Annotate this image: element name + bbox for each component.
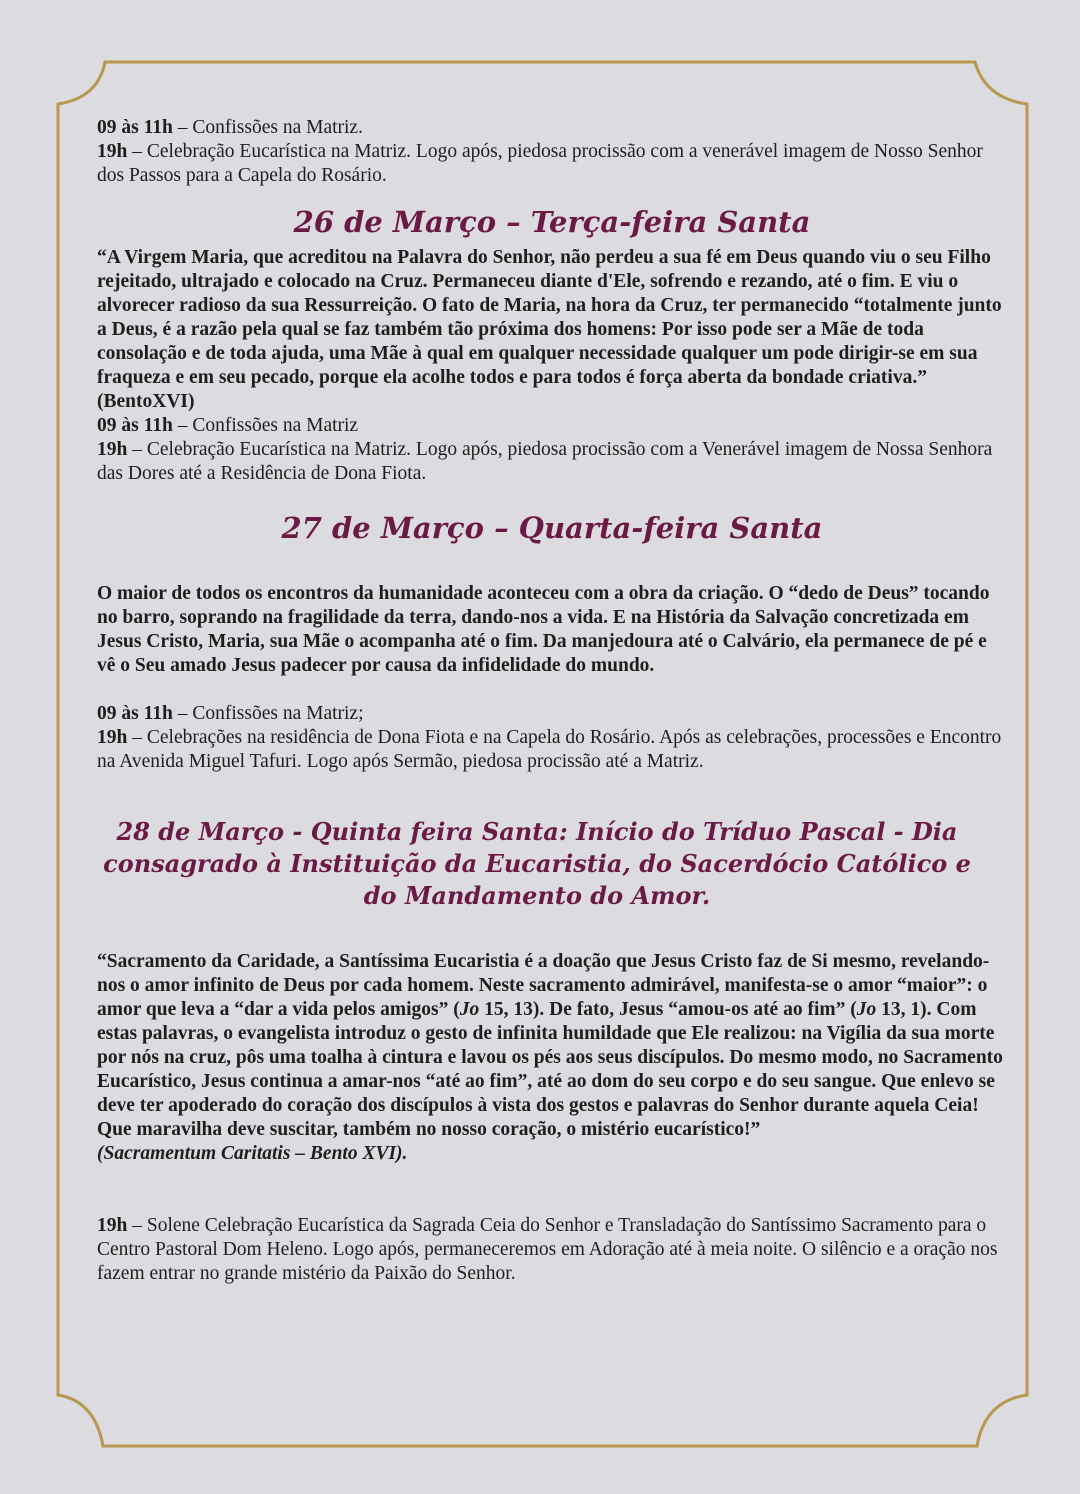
schedule-text: – Celebrações na residência de Dona Fiota e na Capela do Rosário. Após as celebrações, processões e Encontro na Avenida Miguel Tafuri. Logo após Sermão, piedosa procissão até a Matriz. [97, 727, 1002, 772]
schedule-text: – Solene Celebração Eucarística da Sagrada Ceia do Senhor e Transladação do Santíssimo Sacramento para o Centro Pastoral Dom Heleno. Logo após, permaneceremos em Adoração até à meia noite. O silêncio e a oração nos fazem entrar no grande mistério da Paixão do Senhor. [97, 1215, 998, 1284]
schedule-text: – Confissões na Matriz. [172, 117, 363, 138]
schedule-text: – Celebração Eucarística na Matriz. Logo após, piedosa procissão com a venerável imagem de Nosso Senhor dos Passos para a Capela do Rosário. [97, 141, 983, 186]
bible-ref: Jo [459, 999, 480, 1020]
quote-text: “Sacramento da Caridade, a Santíssima Eucaristia é a doação que Jesus Cristo faz de Si mesmo, revelando-nos o amor infinito de Deus por cada homem. Neste sacramento admirável, manifesta-se o amor “maior”: o amor que leva a “dar a vida pelos amigos” ( [97, 951, 990, 1020]
time-label: 19h [97, 727, 128, 748]
time-label: 09 às 11h [97, 703, 173, 724]
schedule-line [97, 414, 1007, 438]
schedule-line [97, 702, 1007, 726]
time-label: 19h [97, 141, 128, 162]
schedule-text: – Confissões na Matriz [172, 415, 359, 436]
schedule-text: – Confissões na Matriz; [172, 703, 364, 724]
section-heading-tuesday: 26 de Março – Terça-feira Santa [293, 205, 811, 239]
quote-paragraph [97, 950, 1007, 1166]
schedule-line [97, 1214, 1007, 1286]
time-label: 19h [97, 439, 128, 460]
schedule-text: – Celebração Eucarística na Matriz. Logo após, piedosa procissão com a Venerável imagem de Nossa Senhora das Dores até a Residência de Dona Fiota. [97, 439, 993, 484]
quote-paragraph: “A Virgem Maria, que acreditou na Palavra do Senhor, não perdeu a sua fé em Deus quando viu o seu Filho rejeitado, ultrajado e colocado na Cruz. Permaneceu diante d'Ele, sofrendo e rezando, até o fim. E viu o alvorecer radioso da sua Ressurreição. O fato de Maria, na hora da Cruz, ter permanecido “totalmente junto a Deus, é a razão pela qual se faz também tão próxima dos homens: Por isso pode ser a Mãe de toda consolação e de toda ajuda, uma Mãe à qual em qualquer necessidade qualquer um pode dirigir-se em sua fraqueza e em seu pecado, porque ela acolhe todos e para todos é força aberta da bondade criativa.” (BentoXVI) [97, 247, 1002, 412]
time-label: 19h [97, 1215, 128, 1236]
schedule-line [97, 116, 1007, 140]
bible-ref: Jo [856, 999, 877, 1020]
quote-text: 13, 1). Com estas palavras, o evangelista introduz o gesto de infinita humildade que Ele realizou: na Vigília da sua morte por nós na cruz, pôs uma toalha à cintura e lavou os pés aos seus discípulos. Do mesmo modo, no Sacramento Eucarístico, Jesus continua a amar-nos “até ao fim”, até ao dom do seu corpo e do seu sangue. Que enlevo se deve ter apoderado do coração dos discípulos à vista dos gestos e palavras do Senhor durante aquela Ceia! Que maravilha deve suscitar, também no nosso coração, o mistério eucarístico!” [97, 999, 1003, 1140]
quote-paragraph: O maior de todos os encontros da humanidade aconteceu com a obra da criação. O “dedo de Deus” tocando no barro, soprando na fragilidade da terra, dando-nos a vida. E na História da Salvação concretizada em Jesus Cristo, Maria, sua Mãe o acompanha até o fim. Da manjedoura até o Calvário, ela permanece de pé e vê o Seu amado Jesus padecer por causa da infidelidade do mundo. [97, 583, 990, 676]
schedule-line [97, 438, 1007, 486]
section-heading-thursday: 28 de Março - Quinta feira Santa: Início do Tríduo Pascal - Dia consagrado à Instituição da Eucaristia, do Sacerdócio Católico e do Mandamento do Amor. [103, 817, 971, 910]
quote-text: 15, 13). De fato, Jesus “amou-os até ao fim” ( [479, 999, 857, 1020]
document-body [97, 116, 1007, 1286]
schedule-line [97, 140, 1007, 188]
time-label: 09 às 11h [97, 117, 173, 138]
citation: (Sacramentum Caritatis – Bento XVI). [97, 1143, 408, 1164]
schedule-line [97, 726, 1007, 774]
section-heading-wednesday: 27 de Março – Quarta-feira Santa [281, 511, 823, 545]
time-label: 09 às 11h [97, 415, 173, 436]
